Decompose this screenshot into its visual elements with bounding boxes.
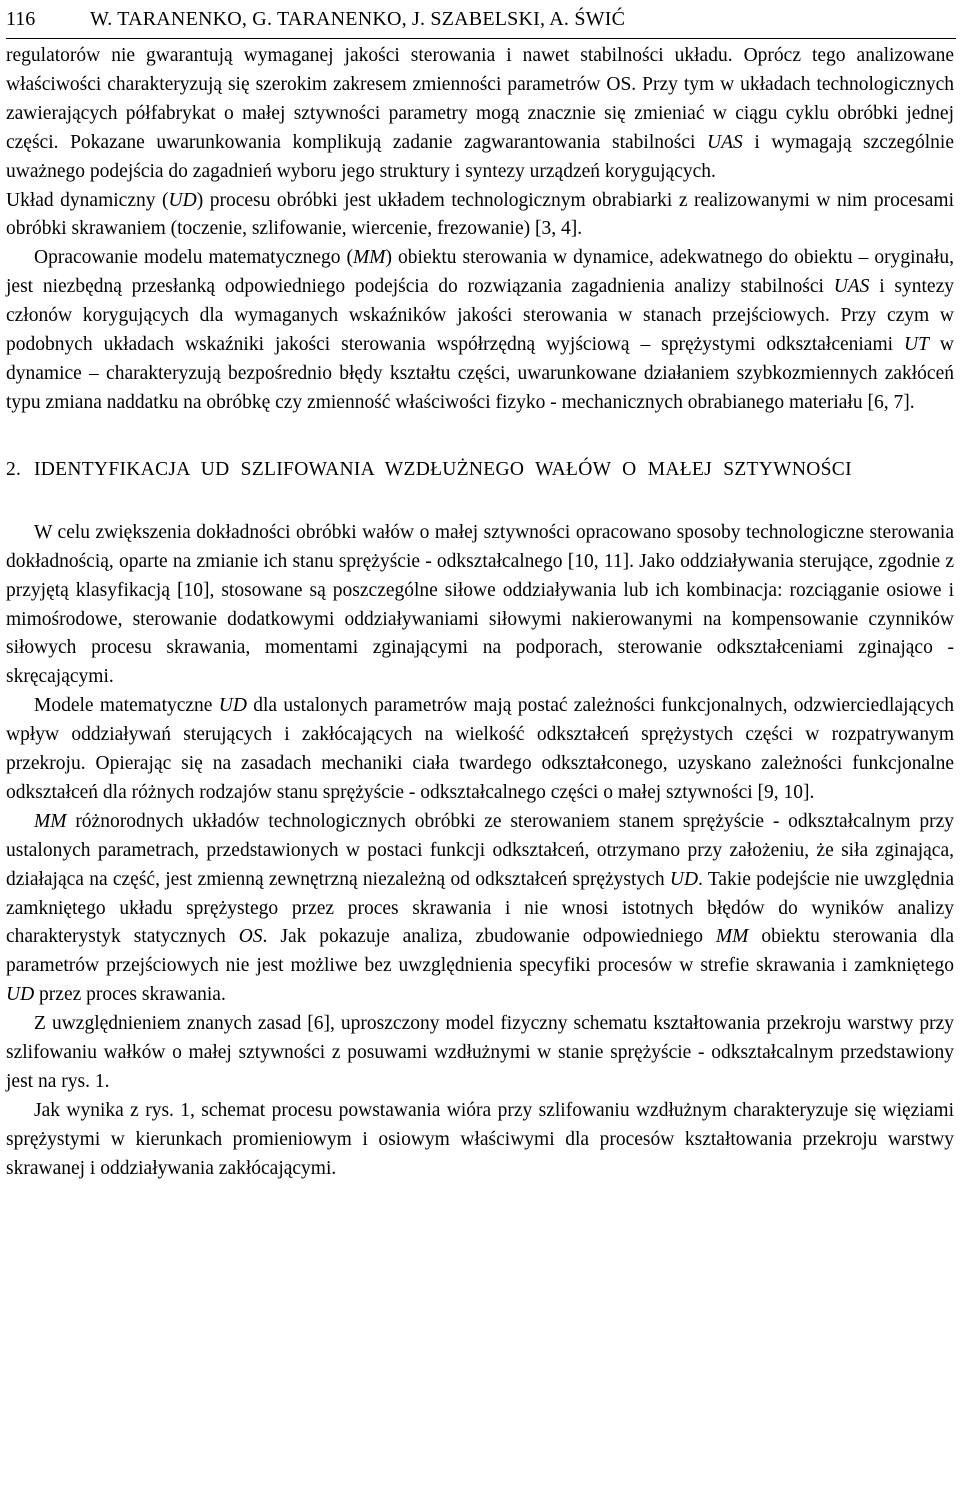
paragraph-math-models: Modele matematyczne UD dla ustalonych parametrów mają postać zależności funkcjonalnych, odzwierciedlających wpływ oddziaływań sterujących i zakłócających na wielkość odkształceń sprężystych części w rozpatrywanym przekroju. Opierając się na zasadach mechaniki ciała twardego odkształconego, uzyskano zależności funkcjonalne odkształceń dla różnych rodzajów stanu sprężyście - odkształcalnego części o małej sztywności [9, 10]. — [6, 695, 954, 803]
paragraph-physical-model: Z uwzględnieniem znanych zasad [6], uproszczony model fizyczny schematu kształtowania przekroju warstwy przy szlifowaniu wałków o małej sztywności z posuwami wzdłużnymi w stanie sprężyście - odkształcalnym przedstawiony jest na rys. 1. — [6, 1013, 954, 1092]
paragraph-accuracy-methods: W celu zwiększenia dokładności obróbki wałów o małej sztywności opracowano sposoby technologiczne sterowania dokładnością, oparte na zmianie ich stanu sprężyście - odkształcalnego [10, 11]. Jako oddziaływania sterujące, zgodnie z przyjętą klasyfikacją [10], stosowane są poszczególne siłowe oddziaływania lub ich kombinacja: rozciąganie osiowe i mimośrodowe, sterowanie dodatkowymi oddziaływaniami siłowymi nakierowanymi na kompensowanie czynników siłowych procesu skrawania, momentami zginającymi na podporach, sterowanie odkształceniami zginająco - skręcającymi. — [6, 521, 954, 688]
header-rule — [6, 38, 956, 39]
paragraph-chip-formation: Jak wynika z rys. 1, schemat procesu powstawania wióra przy szlifowaniu wzdłużnym charakteryzuje się więziami sprężystymi w kierunkach promieniowym i osiowym właściwymi dla procesów kształtowania przekroju warstwy skrawanej i oddziaływania zakłócającymi. — [6, 1099, 954, 1179]
body-text — [6, 42, 954, 1184]
section-number: 2. — [6, 458, 22, 480]
section-title: IDENTYFIKACJA UD SZLIFOWANIA WZDŁUŻNEGO WAŁÓW O MAŁEJ SZTYWNOŚCI — [34, 458, 852, 480]
paragraph-ud-definition: Układ dynamiczny (UD) procesu obróbki jest układem technologicznym obrabiarki z realizowanymi w nim procesami obróbki skrawaniem (toczenie, szlifowanie, wiercenie, frezowanie) [3, 4]. — [6, 189, 954, 240]
section-heading — [6, 455, 954, 485]
paragraph-mm-systems: MM różnorodnych układów technologicznych obróbki ze sterowaniem stanem sprężyście - odkształcalnym przy ustalonych parametrach, przedstawionych w postaci funkcji odkształceń, otrzymano przy założeniu, że siła zginająca, działająca na część, jest zmienną zewnętrzną niezależną od odkształceń sprężystych UD. Takie podejście nie uwzględnia zamkniętego układu sprężystego przez proces skrawania i nie wnosi istotnych błędów do wyników analizy charakterystyk statycznych OS. Jak pokazuje analiza, zbudowanie odpowiedniego MM obiektu sterowania dla parametrów przejściowych nie jest możliwe bez uwzględnienia specyfiki procesów w strefie skrawania i zamkniętego UD przez proces skrawania. — [6, 810, 954, 1006]
paragraph-continued: regulatorów nie gwarantują wymaganej jakości sterowania i nawet stabilności układu. Oprócz tego analizowane właściwości charakteryzują się szerokim zakresem zmienności parametrów OS. Przy tym w układach technologicznych zawierających półfabrykat o małej sztywności parametry mogą znacznie się zmieniać w ciągu cyklu obróbki jednej części. Pokazane uwarunkowania komplikują zadanie zagwarantowania stabilności UAS i wymagają szczególnie uważnego podejścia do zagadnień wyboru jego struktury i syntezy urządzeń korygujących. — [6, 45, 954, 182]
page-number: 116 — [6, 8, 36, 30]
running-header-authors: W. TARANENKO, G. TARANENKO, J. SZABELSKI, A. ŚWIĆ — [90, 8, 626, 30]
paragraph-mathematical-model: Opracowanie modelu matematycznego (MM) obiektu sterowania w dynamice, adekwatnego do obiektu – oryginału, jest niezbędną przesłanką odpowiedniego podejścia do rozwiązania zagadnienia analizy stabilności UAS i syntezy członów korygujących dla wymaganych wskaźników jakości sterowania w stanach przejściowych. Przy czym w podobnych układach wskaźniki jakości sterowania współrzędną wyjściową – sprężystymi odkształceniami UT w dynamice – charakteryzują bezpośrednio błędy kształtu części, uwarunkowane działaniem szybkozmiennych zakłóceń typu zmiana naddatku na obróbkę czy zmienność właściwości fizyko - mechanicznych obrabianego materiału [6, 7]. — [6, 247, 954, 413]
